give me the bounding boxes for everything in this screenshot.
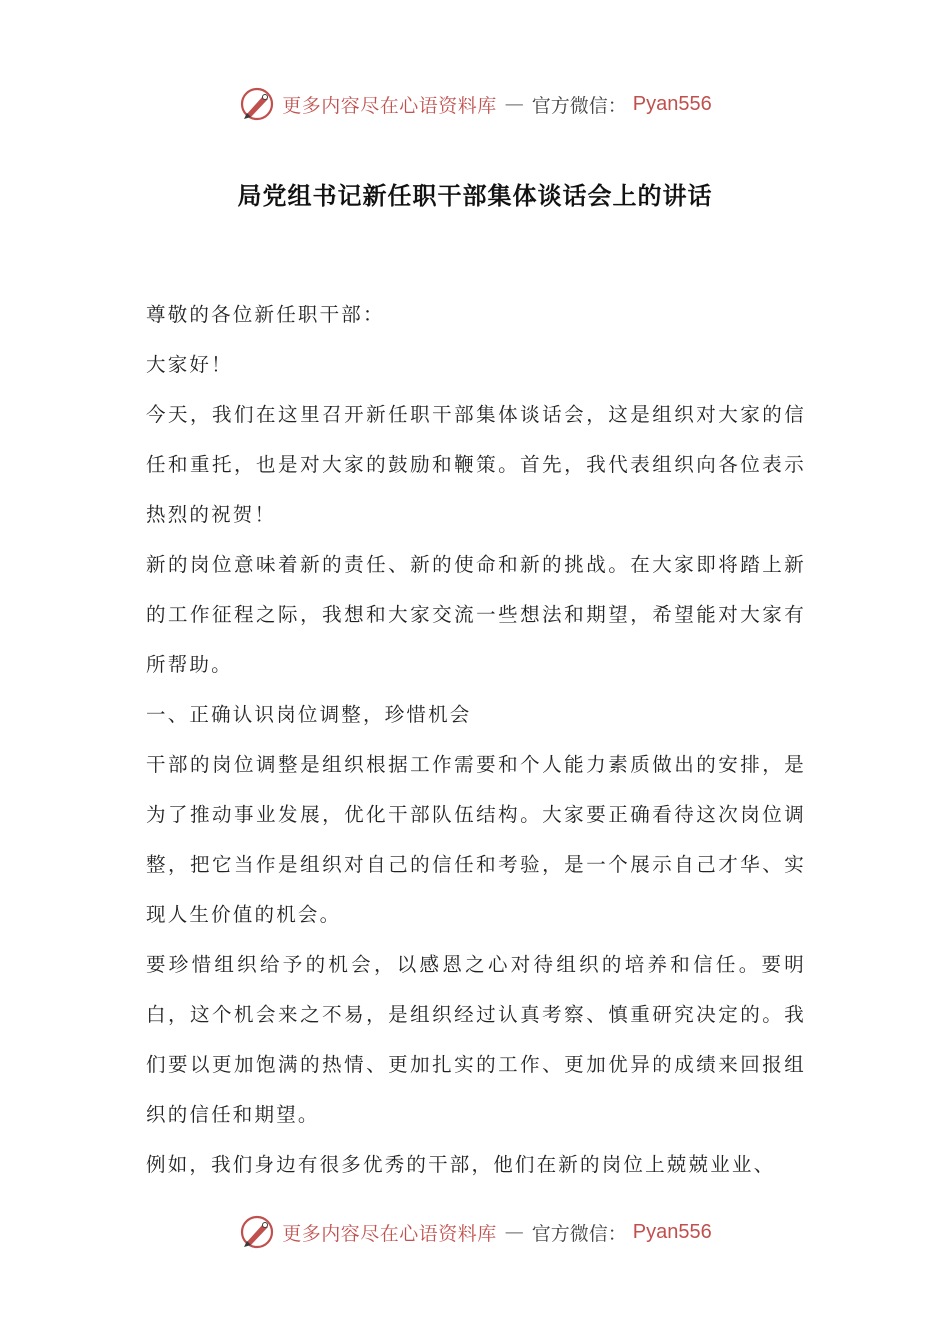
header-wechat-label: 官方微信：: [531, 94, 627, 117]
paragraph: 例如，我们身边有很多优秀的干部，他们在新的岗位上兢兢业业、: [146, 1153, 776, 1176]
document-body: [146, 290, 806, 1190]
paragraph: 干部的岗位调整是组织根据工作需要和个人能力素质做出的安排，是为了推动事业发展，优化干部队伍结构。大家要正确看待这次岗位调整，把它当作是组织对自己的信任和考验，是一个展示自己才华、实现人生价值的机会。: [146, 753, 806, 926]
footer-wechat-label: 官方微信：: [531, 1222, 627, 1245]
header-wechat-id: Pyan556: [632, 92, 712, 115]
document-title: 局党组书记新任职干部集体谈话会上的讲话: [237, 182, 713, 210]
footer-wechat-id: Pyan556: [632, 1220, 712, 1243]
header-banner: [0, 82, 950, 126]
greeting: 大家好！: [146, 353, 233, 376]
section-heading: 一、正确认识岗位调整，珍惜机会: [146, 703, 472, 726]
salutation: 尊敬的各位新任职干部：: [146, 303, 385, 326]
paragraph: 要珍惜组织给予的机会，以感恩之心对待组织的培养和信任。要明白，这个机会来之不易，是组织经过认真考察、慎重研究决定的。我们要以更加饱满的热情、更加扎实的工作、更加优异的成绩来回报组织的信任和期望。: [146, 953, 806, 1126]
footer-brand-text: 更多内容尽在心语资料库: [282, 1222, 497, 1245]
paragraph: 今天，我们在这里召开新任职干部集体谈话会，这是组织对大家的信任和重托，也是对大家的鼓励和鞭策。首先，我代表组织向各位表示热烈的祝贺！: [146, 403, 806, 526]
footer-banner: [0, 1210, 950, 1254]
pen-nib-logo-icon: [238, 85, 276, 123]
pen-nib-logo-icon: [238, 1213, 276, 1251]
paragraph: 新的岗位意味着新的责任、新的使命和新的挑战。在大家即将踏上新的工作征程之际，我想和大家交流一些想法和期望，希望能对大家有所帮助。: [146, 553, 806, 676]
header-separator: —: [504, 93, 524, 115]
footer-separator: —: [504, 1221, 524, 1243]
header-brand-text: 更多内容尽在心语资料库: [282, 94, 497, 117]
